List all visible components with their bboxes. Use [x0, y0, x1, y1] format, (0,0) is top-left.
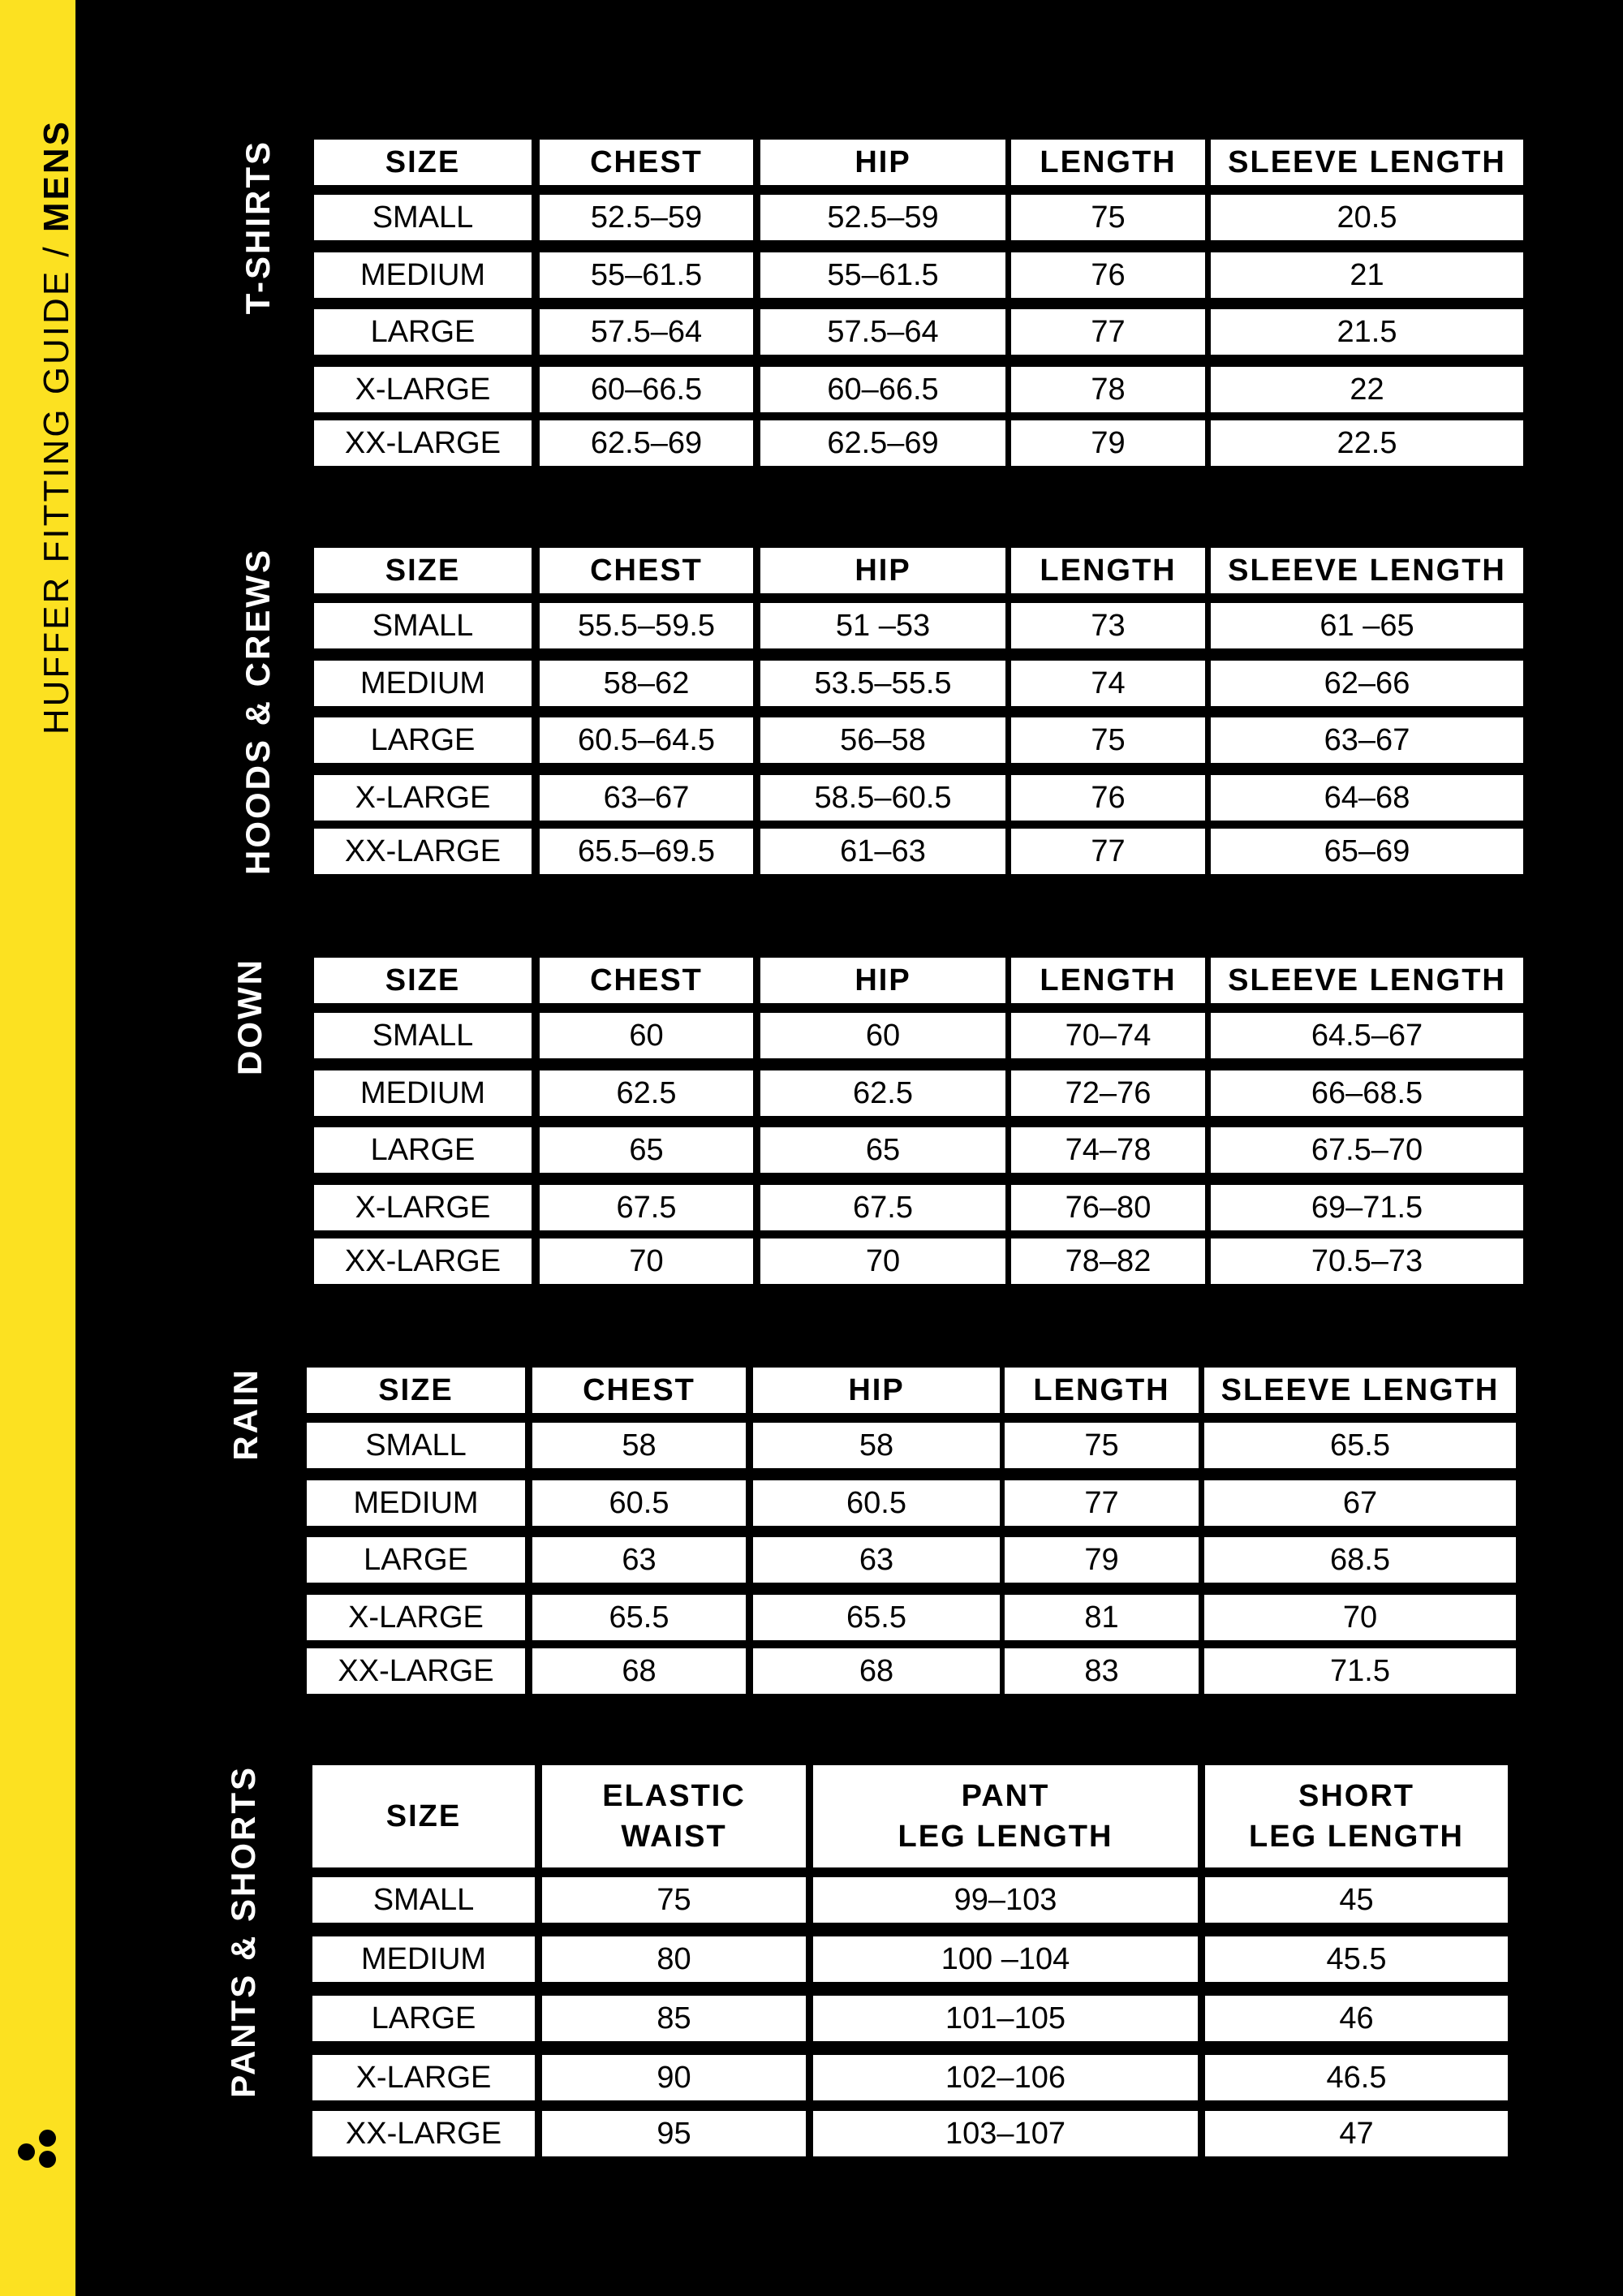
measurement-cell: 62.5–69 — [540, 420, 753, 466]
measurement-cell: 62–66 — [1211, 661, 1523, 706]
column-header: SIZE — [314, 958, 532, 1003]
measurement-cell: 71.5 — [1204, 1648, 1516, 1694]
size-cell: SMALL — [312, 1877, 535, 1923]
measurement-cell: 95 — [542, 2111, 806, 2156]
measurement-cell: 70–74 — [1011, 1013, 1205, 1058]
measurement-cell: 60 — [760, 1013, 1005, 1058]
measurement-cell: 75 — [1005, 1423, 1199, 1468]
measurement-cell: 63 — [532, 1537, 746, 1583]
column-header: SLEEVE LENGTH — [1211, 958, 1523, 1003]
measurement-cell: 63–67 — [540, 775, 753, 821]
measurement-cell: 81 — [1005, 1595, 1199, 1640]
size-cell: X-LARGE — [314, 1185, 532, 1230]
measurement-cell: 51 –53 — [760, 603, 1005, 648]
measurement-cell: 65.5 — [753, 1595, 1000, 1640]
measurement-cell: 47 — [1205, 2111, 1508, 2156]
measurement-cell: 75 — [1011, 717, 1205, 763]
measurement-cell: 60–66.5 — [760, 367, 1005, 412]
measurement-cell: 55–61.5 — [760, 252, 1005, 298]
measurement-cell: 78 — [1011, 367, 1205, 412]
measurement-cell: 55.5–59.5 — [540, 603, 753, 648]
size-cell: SMALL — [307, 1423, 525, 1468]
column-header: SLEEVE LENGTH — [1204, 1368, 1516, 1413]
measurement-cell: 67.5 — [760, 1185, 1005, 1230]
size-cell: X-LARGE — [314, 367, 532, 412]
measurement-cell: 65–69 — [1211, 829, 1523, 874]
measurement-cell: 53.5–55.5 — [760, 661, 1005, 706]
column-header: SHORT LEG LENGTH — [1205, 1765, 1508, 1867]
measurement-cell: 75 — [1011, 195, 1205, 240]
measurement-cell: 52.5–59 — [540, 195, 753, 240]
column-header: LENGTH — [1011, 548, 1205, 593]
measurement-cell: 79 — [1005, 1537, 1199, 1583]
column-header: CHEST — [540, 140, 753, 185]
measurement-cell: 70 — [1204, 1595, 1516, 1640]
measurement-cell: 62.5 — [760, 1070, 1005, 1116]
measurement-cell: 85 — [542, 1996, 806, 2041]
measurement-cell: 63–67 — [1211, 717, 1523, 763]
measurement-cell: 72–76 — [1011, 1070, 1205, 1116]
column-header: SIZE — [307, 1368, 525, 1413]
column-header: HIP — [760, 548, 1005, 593]
measurement-cell: 52.5–59 — [760, 195, 1005, 240]
measurement-cell: 67.5–70 — [1211, 1127, 1523, 1173]
column-header: LENGTH — [1011, 958, 1205, 1003]
size-cell: MEDIUM — [314, 252, 532, 298]
measurement-cell: 76 — [1011, 252, 1205, 298]
measurement-cell: 62.5–69 — [760, 420, 1005, 466]
measurement-cell: 77 — [1011, 309, 1205, 355]
measurement-cell: 21 — [1211, 252, 1523, 298]
measurement-cell: 79 — [1011, 420, 1205, 466]
guide-title-bold: MENS — [37, 119, 76, 233]
guide-title-prefix: HUFFER FITTING GUIDE / — [37, 244, 76, 735]
column-header: SIZE — [312, 1765, 535, 1867]
size-cell: XX-LARGE — [314, 420, 532, 466]
section-label: T-SHIRTS — [239, 140, 277, 315]
measurement-cell: 58 — [532, 1423, 746, 1468]
measurement-cell: 76–80 — [1011, 1185, 1205, 1230]
section-label: HOODS & CREWS — [239, 548, 277, 876]
measurement-cell: 100 –104 — [813, 1936, 1198, 1982]
measurement-cell: 70 — [540, 1238, 753, 1284]
measurement-cell: 45.5 — [1205, 1936, 1508, 1982]
measurement-cell: 75 — [542, 1877, 806, 1923]
measurement-cell: 22 — [1211, 367, 1523, 412]
column-header: SLEEVE LENGTH — [1211, 548, 1523, 593]
size-cell: X-LARGE — [312, 2055, 535, 2100]
size-cell: LARGE — [312, 1996, 535, 2041]
measurement-cell: 76 — [1011, 775, 1205, 821]
size-cell: XX-LARGE — [312, 2111, 535, 2156]
measurement-cell: 73 — [1011, 603, 1205, 648]
measurement-cell: 60–66.5 — [540, 367, 753, 412]
measurement-cell: 45 — [1205, 1877, 1508, 1923]
measurement-cell: 67.5 — [540, 1185, 753, 1230]
measurement-cell: 70.5–73 — [1211, 1238, 1523, 1284]
measurement-cell: 65.5–69.5 — [540, 829, 753, 874]
column-header: HIP — [760, 958, 1005, 1003]
measurement-cell: 65.5 — [532, 1595, 746, 1640]
measurement-cell: 80 — [542, 1936, 806, 1982]
measurement-cell: 58 — [753, 1423, 1000, 1468]
measurement-cell: 68 — [532, 1648, 746, 1694]
measurement-cell: 60.5 — [532, 1480, 746, 1526]
size-cell: XX-LARGE — [314, 829, 532, 874]
size-cell: SMALL — [314, 195, 532, 240]
measurement-cell: 74–78 — [1011, 1127, 1205, 1173]
column-header: SLEEVE LENGTH — [1211, 140, 1523, 185]
measurement-cell: 69–71.5 — [1211, 1185, 1523, 1230]
measurement-cell: 64.5–67 — [1211, 1013, 1523, 1058]
column-header: HIP — [760, 140, 1005, 185]
size-cell: MEDIUM — [314, 661, 532, 706]
measurement-cell: 99–103 — [813, 1877, 1198, 1923]
size-cell: X-LARGE — [307, 1595, 525, 1640]
measurement-cell: 58.5–60.5 — [760, 775, 1005, 821]
measurement-cell: 83 — [1005, 1648, 1199, 1694]
measurement-cell: 46 — [1205, 1996, 1508, 2041]
measurement-cell: 61–63 — [760, 829, 1005, 874]
column-header: LENGTH — [1011, 140, 1205, 185]
measurement-cell: 65 — [540, 1127, 753, 1173]
measurement-cell: 57.5–64 — [540, 309, 753, 355]
measurement-cell: 62.5 — [540, 1070, 753, 1116]
size-cell: XX-LARGE — [307, 1648, 525, 1694]
size-cell: X-LARGE — [314, 775, 532, 821]
size-cell: SMALL — [314, 1013, 532, 1058]
measurement-cell: 67 — [1204, 1480, 1516, 1526]
measurement-cell: 21.5 — [1211, 309, 1523, 355]
size-cell: LARGE — [314, 1127, 532, 1173]
measurement-cell: 74 — [1011, 661, 1205, 706]
measurement-cell: 20.5 — [1211, 195, 1523, 240]
size-cell: MEDIUM — [314, 1070, 532, 1116]
measurement-cell: 103–107 — [813, 2111, 1198, 2156]
size-cell: LARGE — [307, 1537, 525, 1583]
section-label: RAIN — [226, 1368, 265, 1461]
sidebar — [0, 0, 75, 2296]
column-header: SIZE — [314, 140, 532, 185]
column-header: CHEST — [540, 548, 753, 593]
measurement-cell: 55–61.5 — [540, 252, 753, 298]
measurement-cell: 61 –65 — [1211, 603, 1523, 648]
measurement-cell: 60.5 — [753, 1480, 1000, 1526]
measurement-cell: 78–82 — [1011, 1238, 1205, 1284]
measurement-cell: 22.5 — [1211, 420, 1523, 466]
column-header: PANT LEG LENGTH — [813, 1765, 1198, 1867]
measurement-cell: 90 — [542, 2055, 806, 2100]
measurement-cell: 57.5–64 — [760, 309, 1005, 355]
size-cell: LARGE — [314, 309, 532, 355]
column-header: ELASTIC WAIST — [542, 1765, 806, 1867]
measurement-cell: 66–68.5 — [1211, 1070, 1523, 1116]
section-label: DOWN — [230, 958, 269, 1075]
guide-title — [38, 119, 75, 734]
measurement-cell: 68 — [753, 1648, 1000, 1694]
size-cell: LARGE — [314, 717, 532, 763]
measurement-cell: 101–105 — [813, 1996, 1198, 2041]
measurement-cell: 56–58 — [760, 717, 1005, 763]
column-header: CHEST — [540, 958, 753, 1003]
column-header: SIZE — [314, 548, 532, 593]
section-label: PANTS & SHORTS — [224, 1765, 262, 2098]
measurement-cell: 68.5 — [1204, 1537, 1516, 1583]
measurement-cell: 60.5–64.5 — [540, 717, 753, 763]
size-cell: SMALL — [314, 603, 532, 648]
measurement-cell: 70 — [760, 1238, 1005, 1284]
measurement-cell: 77 — [1005, 1480, 1199, 1526]
size-cell: MEDIUM — [307, 1480, 525, 1526]
column-header: HIP — [753, 1368, 1000, 1413]
measurement-cell: 46.5 — [1205, 2055, 1508, 2100]
measurement-cell: 102–106 — [813, 2055, 1198, 2100]
column-header: CHEST — [532, 1368, 746, 1413]
three-dots-logo-icon — [18, 2130, 58, 2167]
measurement-cell: 64–68 — [1211, 775, 1523, 821]
measurement-cell: 65 — [760, 1127, 1005, 1173]
size-cell: XX-LARGE — [314, 1238, 532, 1284]
measurement-cell: 77 — [1011, 829, 1205, 874]
measurement-cell: 58–62 — [540, 661, 753, 706]
measurement-cell: 65.5 — [1204, 1423, 1516, 1468]
measurement-cell: 63 — [753, 1537, 1000, 1583]
column-header: LENGTH — [1005, 1368, 1199, 1413]
size-cell: MEDIUM — [312, 1936, 535, 1982]
measurement-cell: 60 — [540, 1013, 753, 1058]
